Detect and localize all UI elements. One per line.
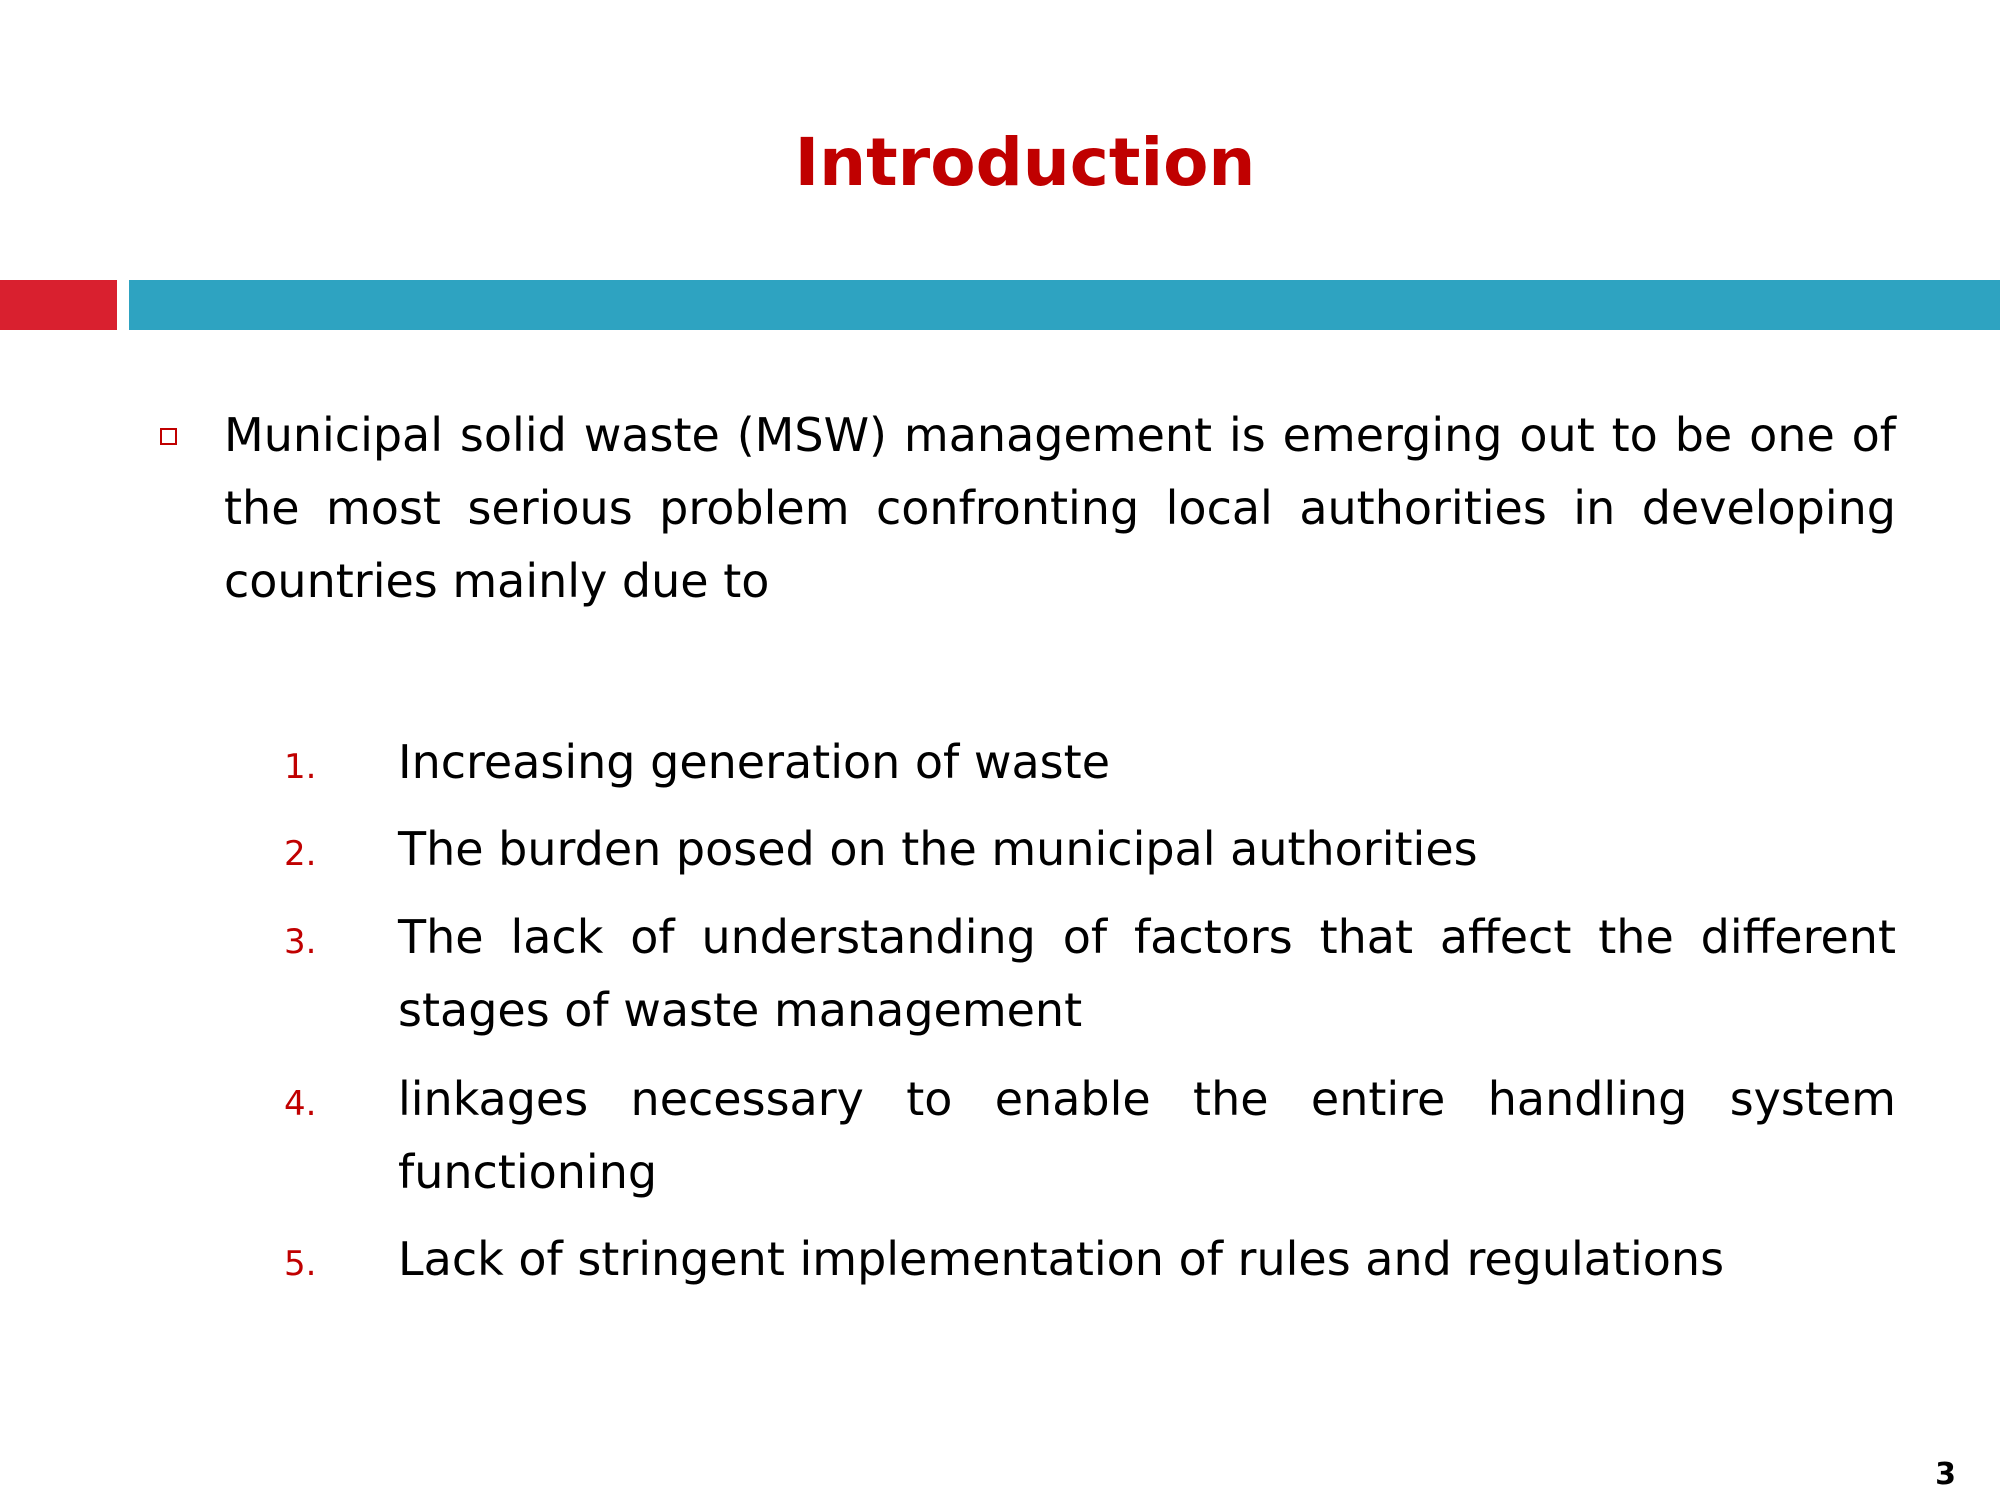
list-item-number: 4. xyxy=(284,1084,317,1124)
list-item-text: The burden posed on the municipal authorities xyxy=(398,822,1478,876)
header-accent-bar-teal xyxy=(129,280,2000,330)
list-item-text: The lack of understanding of factors that affect the different stages of waste management xyxy=(398,910,1896,1037)
list-item-text: Lack of stringent implementation of rules and regulations xyxy=(398,1232,1725,1286)
slide-title: Introduction xyxy=(794,124,1256,201)
list-item-number: 3. xyxy=(284,922,317,962)
list-item-number: 2. xyxy=(284,834,317,874)
list-item-text: linkages necessary to enable the entire handling system functioning xyxy=(398,1072,1896,1199)
page-number: 3 xyxy=(1935,1457,1956,1492)
intro-paragraph: Municipal solid waste (MSW) management is emerging out to be one of the most serious problem confronting local authorities in developing countries mainly due to xyxy=(224,408,1896,608)
list-item-number: 5. xyxy=(284,1244,317,1284)
list-item-text: Increasing generation of waste xyxy=(398,735,1110,789)
header-accent-bar-red xyxy=(0,280,117,330)
hollow-square-bullet-icon xyxy=(160,428,177,445)
list-item-number: 1. xyxy=(284,747,317,787)
